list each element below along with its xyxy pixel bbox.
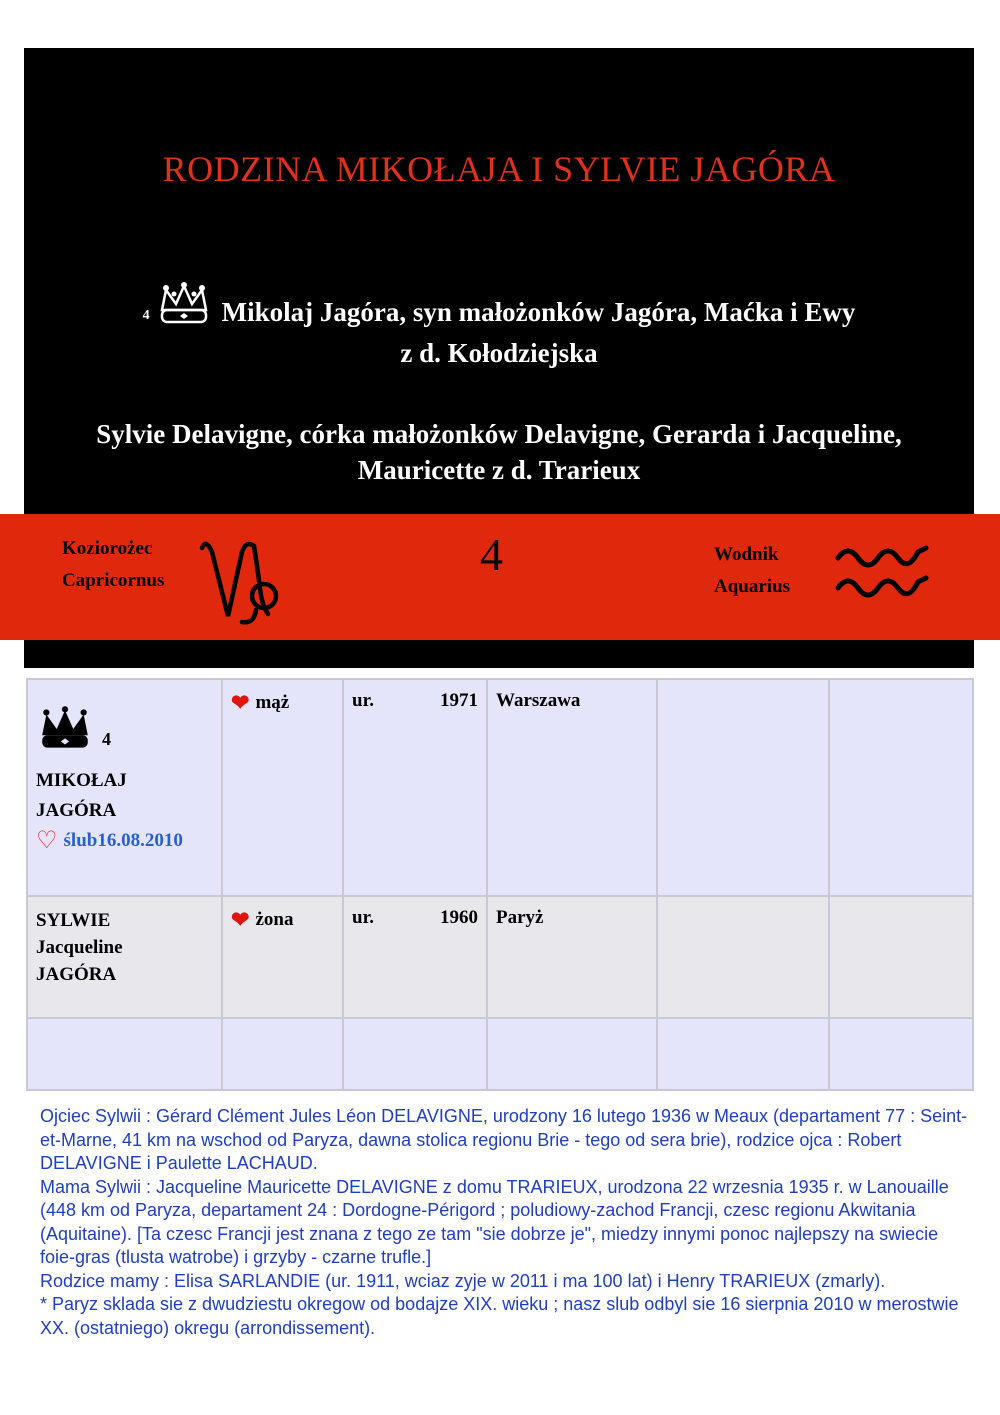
crown-icon: [156, 280, 212, 328]
empty-cell: [343, 1018, 487, 1090]
birth-place: Paryż: [496, 907, 544, 928]
zodiac-number: 4: [480, 529, 503, 580]
note-paragraph: Mama Sylwii : Jacqueline Mauricette DELAVIGNE z domu TRARIEUX, urodzona 22 wrzesnia 1935 r. w Lanouaille (448 km od Paryza, departament 24 : Dordogne-Périgord ; poludiowy-zachod Francji, czesc regionu Akwitania (Aquitaine). [Ta czesc Francji jest znana z tego ze tam "sie dobrze je", miedzy innymi ponoc najlepszy na swiecie foie-gras (tlusta watrobe) i grzyby - czarne trufle.]: [40, 1176, 949, 1267]
wife-place-cell: [487, 896, 657, 1018]
note-paragraph: Rodzice mamy : Elisa SARLANDIE (ur. 1911, wciaz zyje w 2011 i ma 100 lat) i Henry TRARIEUX (zmarly).: [40, 1270, 886, 1291]
wife-middle-name: Jacqueline: [36, 937, 123, 958]
family-notes: [40, 1105, 970, 1340]
husband-role: mąż: [255, 692, 290, 713]
zodiac-right-latin: Aquarius: [714, 576, 791, 597]
wedding-date: [36, 826, 213, 856]
capricorn-icon: [198, 528, 284, 628]
husband-name-cell: [27, 679, 222, 896]
husband-place-cell: [487, 679, 657, 896]
wife-last-name: JAGÓRA: [36, 964, 117, 985]
husband-first-name: MIKOŁAJ: [36, 770, 127, 791]
empty-cell: [657, 1018, 829, 1090]
birth-label: ur.: [352, 907, 375, 928]
crown-icon: [36, 704, 94, 760]
zodiac-left-polish: Koziorożec: [62, 538, 153, 559]
zodiac-right-polish: Wodnik: [714, 544, 779, 565]
birth-place: Warszawa: [496, 690, 581, 711]
empty-cell: [27, 1018, 222, 1090]
outline-heart-icon: ♡: [36, 828, 58, 854]
heart-icon: ❤: [231, 690, 250, 715]
family-table: [26, 678, 974, 1091]
zodiac-left-latin: Capricornus: [62, 570, 165, 591]
birth-year: 1971: [440, 690, 478, 711]
husband-number: 4: [102, 728, 111, 749]
empty-cell: [829, 679, 973, 896]
note-paragraph: * Paryz sklada sie z dwudziestu okregow od bodajze XIX. wieku ; nasz slub odbyl sie 16 sierpnia 2010 w merostwie XX. (ostatniego) okregu (arrondissement).: [40, 1294, 959, 1338]
wife-name-cell: [27, 896, 222, 1018]
table-row: [27, 1018, 973, 1090]
empty-cell: [829, 1018, 973, 1090]
empty-cell: [657, 679, 829, 896]
empty-cell: [222, 1018, 343, 1090]
table-row: [27, 896, 973, 1018]
wife-description: Sylvie Delavigne, córka małożonków Delavigne, Gerarda i Jacqueline, Mauricette z d. Trarieux: [96, 419, 902, 485]
heart-icon: ❤: [231, 907, 250, 932]
husband-role-cell: [222, 679, 343, 896]
birth-label: ur.: [352, 690, 375, 711]
wife-birth-cell: [343, 896, 487, 1018]
wife-role: żona: [255, 909, 294, 930]
birth-year: 1960: [440, 907, 478, 928]
table-row: [27, 679, 973, 896]
empty-cell: [487, 1018, 657, 1090]
wedding-text: ślub16.08.2010: [63, 830, 183, 851]
aquarius-icon: [834, 542, 930, 600]
zodiac-band: [0, 514, 1000, 640]
wife-role-cell: [222, 896, 343, 1018]
note-paragraph: Ojciec Sylwii : Gérard Clément Jules Léon DELAVIGNE, urodzony 16 lutego 1936 w Meaux (departament 77 : Seint-et-Marne, 41 km na wschod od Paryza, dawna stolica regionu Brie - tego od sera brie), rodzice ojca : Robert DELAVIGNE i Paulette LACHAUD.: [40, 1106, 968, 1173]
husband-description: Mikolaj Jagóra, syn małożonków Jagóra, Maćka i Ewy: [221, 297, 856, 327]
empty-cell: [657, 896, 829, 1018]
empty-cell: [829, 896, 973, 1018]
husband-maiden-name: z d. Kołodziejska: [400, 338, 598, 368]
husband-heading: [24, 280, 974, 328]
husband-number: 4: [142, 308, 150, 323]
page-title: RODZINA MIKOŁAJA I SYLVIE JAGÓRA: [162, 149, 836, 189]
husband-birth-cell: [343, 679, 487, 896]
wife-first-name: SYLWIE: [36, 910, 111, 931]
husband-last-name: JAGÓRA: [36, 800, 117, 821]
